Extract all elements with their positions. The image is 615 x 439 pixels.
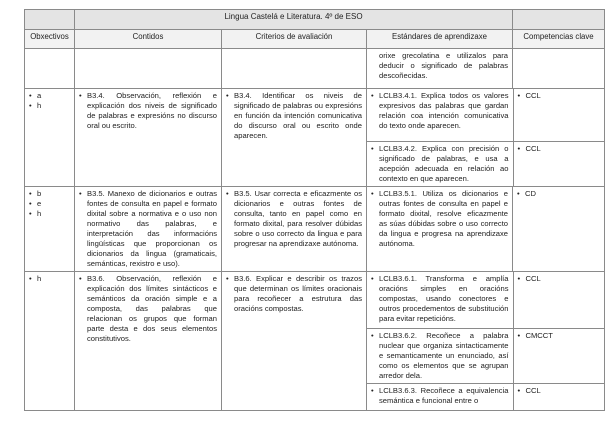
standard-cell <box>367 384 513 410</box>
competence-text: CCL <box>525 273 541 283</box>
bullet-icon: • <box>29 91 32 100</box>
competence-text: CMCCT <box>525 331 553 340</box>
continuation-standard-cell <box>367 49 513 89</box>
column-header-content: Contidos <box>75 30 222 49</box>
bullet-icon: • <box>226 188 229 198</box>
standards-group-cell <box>367 89 605 187</box>
bullet-icon: • <box>517 331 521 340</box>
continuation-text: orixe grecolatina e utilizalos para deducir o significado de palabras descoñecidas. <box>379 51 509 80</box>
bullet-icon: • <box>29 101 32 110</box>
bullet-icon: • <box>29 188 32 198</box>
table-title: Lingua Castelá e Literatura. 4º de ESO <box>75 10 513 30</box>
bullet-icon: • <box>517 91 521 100</box>
standard-text: LCLB3.4.1. Explica todos os valores expresivos das palabras que gardan relación coa intención comunicativa do texto onde aparecen. <box>379 91 509 130</box>
bullet-icon: • <box>517 143 521 153</box>
standard-cell <box>367 272 513 329</box>
standard-text: LCLB3.6.2. Recoñece a palabra nuclear que organiza sintacticamente e semanticamente un enunciado, así como os elementos que se agrupan arredor dela. <box>379 331 509 380</box>
standard-row <box>367 89 605 141</box>
competence-text: CCL <box>525 91 541 100</box>
objective-item: • e <box>29 198 42 208</box>
continuation-row <box>25 49 605 89</box>
table-title-row <box>25 10 605 30</box>
column-header-criteria: Criterios de avaliación <box>222 30 367 49</box>
column-header-objectives: Obxectivos <box>25 30 75 49</box>
table-row <box>25 271 605 410</box>
standard-cell <box>367 141 513 186</box>
standard-cell <box>367 186 513 271</box>
bullet-icon: • <box>79 188 82 198</box>
objective-item: • h <box>29 273 42 283</box>
competence-cell <box>513 272 605 329</box>
table-cell <box>513 49 605 89</box>
standard-row <box>367 329 605 384</box>
bullet-icon: • <box>371 143 374 153</box>
bullet-icon: • <box>29 273 32 283</box>
content-text: B3.4. Observación, reflexión e explicación dos niveis de significado de palabras e expresións no discurso oral ou escrito. <box>87 91 217 130</box>
bullet-icon: • <box>79 273 82 283</box>
title-spacer-cell <box>513 10 605 30</box>
content-text: B3.5. Manexo de dicionarios e outras fontes de consulta en papel e formato dixital sobre a normativa e o uso non normativo das palabras, e interpretación das informacións lingüísticas que proporcionan os dicionarios da lingua (gramaticais, semánticas, rexistro e uso). <box>87 188 217 268</box>
bullet-icon: • <box>371 386 374 395</box>
competence-cell <box>513 89 605 141</box>
table-cell <box>222 49 367 89</box>
bullet-icon: • <box>226 273 229 283</box>
objective-item: • h <box>29 101 42 110</box>
criteria-cell <box>222 89 367 187</box>
competence-cell <box>513 329 605 384</box>
bullet-icon: • <box>371 188 374 198</box>
content-cell <box>75 89 222 187</box>
standard-text: LCLB3.6.1. Transforma e amplía oracións simples en oracións compostas, usando conectores e outros procedementos de substitución para evitar repeticións. <box>379 273 509 323</box>
competence-text: CCL <box>525 386 541 395</box>
curriculum-table <box>24 9 605 411</box>
criteria-text: B3.6. Explicar e describir os trazos que determinan os límites oracionais para recoñecer a estrutura das oracións compostas. <box>234 273 362 313</box>
content-cell <box>75 271 222 410</box>
objectives-cell <box>25 186 75 271</box>
objectives-cell <box>25 89 75 187</box>
competence-cell <box>513 141 605 186</box>
standard-text: LCLB3.6.3. Recoñece a equivalencia semántica e funcional entre o <box>379 386 509 405</box>
criteria-text: B3.4. Identificar os niveis de significado de palabras ou expresións en función da intención comunicativa do discurso oral ou escrito onde aparecen. <box>234 91 362 140</box>
title-spacer-cell <box>25 10 75 30</box>
standards-group-cell <box>367 271 605 410</box>
criteria-cell <box>222 271 367 410</box>
bullet-icon: • <box>517 273 521 283</box>
standard-cell <box>367 89 513 141</box>
competence-cell <box>513 186 605 271</box>
bullet-icon: • <box>29 208 32 218</box>
column-header-row <box>25 30 605 49</box>
table-cell <box>75 49 222 89</box>
bullet-icon: • <box>29 198 32 208</box>
criteria-cell <box>222 186 367 271</box>
table-cell <box>25 49 75 89</box>
objective-item: • a <box>29 91 42 100</box>
objective-item: • h <box>29 208 42 218</box>
content-text: B3.6. Observación, reflexión e explicación dos límites sintácticos e semánticos da oración simple e a composta, das palabras que relacionan os grupos que forman parte desta e dos seus elementos constitutivos. <box>87 273 217 343</box>
standard-text: LCLB3.5.1. Utiliza os dicionarios e outras fontes de consulta en papel e formato dixital, resolve eficazmente as súas dúbidas sobre o uso correcto da lingua e progresa na aprendizaxe autónoma. <box>379 188 509 248</box>
bullet-icon: • <box>226 91 229 100</box>
objective-item: • b <box>29 188 42 198</box>
criteria-text: B3.5. Usar correcta e eficazmente os dicionarios e outras fontes de consulta, tanto en papel como en formato dixital, para resolver dúbidas sobre o uso correcto da lingua e para progresar na aprendizaxe autónoma. <box>234 188 362 248</box>
table-row <box>25 89 605 187</box>
competence-cell <box>513 384 605 410</box>
column-header-competences: Competencias clave <box>513 30 605 49</box>
bullet-icon: • <box>517 386 521 395</box>
competence-text: CCL <box>525 143 541 153</box>
standard-row <box>367 384 605 410</box>
bullet-icon: • <box>371 331 374 340</box>
column-header-standards: Estándares de aprendizaxe <box>367 30 513 49</box>
standard-cell <box>367 329 513 384</box>
standard-row <box>367 272 605 329</box>
table-row <box>25 186 605 271</box>
standard-row <box>367 141 605 186</box>
bullet-icon: • <box>79 91 82 100</box>
competence-text: CD <box>525 188 536 198</box>
bullet-icon: • <box>371 273 374 283</box>
objectives-cell <box>25 271 75 410</box>
bullet-icon: • <box>517 188 520 198</box>
standard-text: LCLB3.4.2. Explica con precisión o significado de palabras, e usa a acepción adecuada en relación ao contexto en que aparecen. <box>379 143 509 183</box>
content-cell <box>75 186 222 271</box>
bullet-icon: • <box>371 91 374 100</box>
